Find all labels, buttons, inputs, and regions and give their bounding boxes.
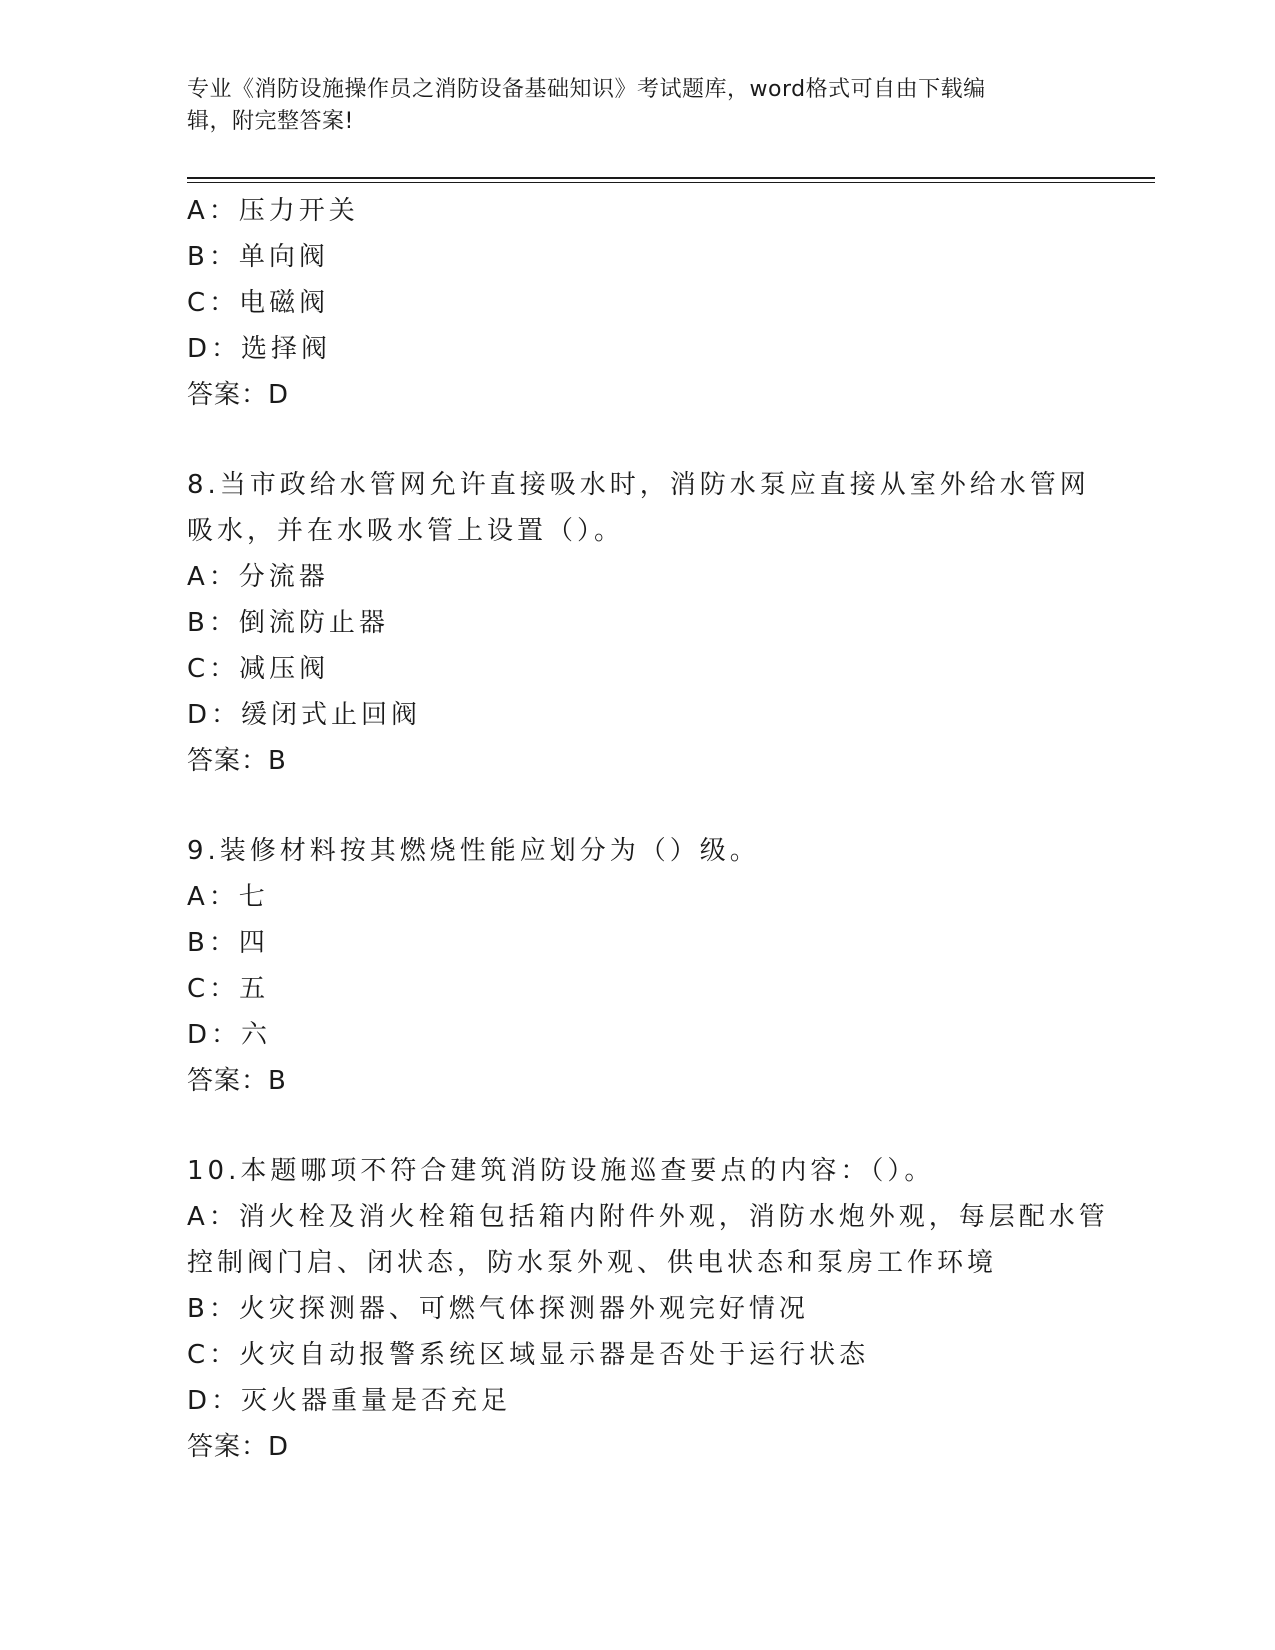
header-divider-thick (187, 177, 1155, 179)
option-c: C：减压阀 (187, 654, 330, 684)
answer-line (187, 1058, 1087, 1104)
option-b: B：四 (187, 928, 269, 958)
option-a: A：分流器 (187, 562, 329, 592)
question-8 (187, 462, 1090, 784)
option-d: D：选择阀 (187, 334, 332, 364)
answer-label: 答案： (187, 746, 269, 776)
answer-label: 答案： (187, 1066, 269, 1096)
option-d: D：六 (187, 1020, 272, 1050)
question-list (187, 188, 1109, 1470)
header-line-2: 辑，附完整答案! (187, 109, 354, 134)
option-b: B：单向阀 (187, 242, 329, 272)
answer-label: 答案： (187, 380, 269, 410)
option-d: D：缓闭式止回阀 (187, 700, 422, 730)
answer-value: B (268, 1066, 287, 1096)
answer-line (187, 1424, 1087, 1470)
question-7 (187, 188, 1087, 418)
option-b: B：火灾探测器、可燃气体探测器外观完好情况 (187, 1294, 809, 1324)
option-c: C：火灾自动报警系统区域显示器是否处于运行状态 (187, 1340, 870, 1370)
option-a: A：压力开关 (187, 196, 359, 226)
header-divider-thin (187, 182, 1155, 183)
option-a-line-2: 控制阀门启、闭状态，防水泵外观、供电状态和泵房工作环境 (187, 1248, 998, 1278)
answer-value: D (268, 1432, 290, 1462)
option-a-line-1: A：消火栓及消火栓箱包括箱内附件外观，消防水炮外观，每层配水管 (187, 1202, 1109, 1232)
answer-line (187, 372, 1087, 418)
answer-label: 答案： (187, 1432, 269, 1462)
spacer (187, 418, 1087, 462)
answer-value: B (268, 746, 287, 776)
question-stem-line-1: 8.当市政给水管网允许直接吸水时，消防水泵应直接从室外给水管网 (187, 470, 1090, 500)
answer-line (187, 738, 1087, 784)
question-stem-line-1: 9.装修材料按其燃烧性能应划分为（）级。 (187, 836, 760, 866)
spacer (187, 1104, 1087, 1148)
option-b: B：倒流防止器 (187, 608, 389, 638)
header-line-1: 专业《消防设施操作员之消防设备基础知识》考试题库，word格式可自由下载编 (187, 77, 986, 102)
question-stem-line-1: 10.本题哪项不符合建筑消防设施巡查要点的内容：（）。 (187, 1156, 935, 1186)
question-9 (187, 828, 1087, 1104)
option-c: C：五 (187, 974, 270, 1004)
option-a: A：七 (187, 882, 269, 912)
option-d: D：灭火器重量是否充足 (187, 1386, 512, 1416)
answer-value: D (268, 380, 290, 410)
option-c: C：电磁阀 (187, 288, 330, 318)
question-stem-line-2: 吸水，并在水吸水管上设置（）。 (187, 516, 625, 546)
page-header (187, 74, 1067, 138)
question-10 (187, 1148, 1109, 1470)
spacer (187, 784, 1087, 828)
